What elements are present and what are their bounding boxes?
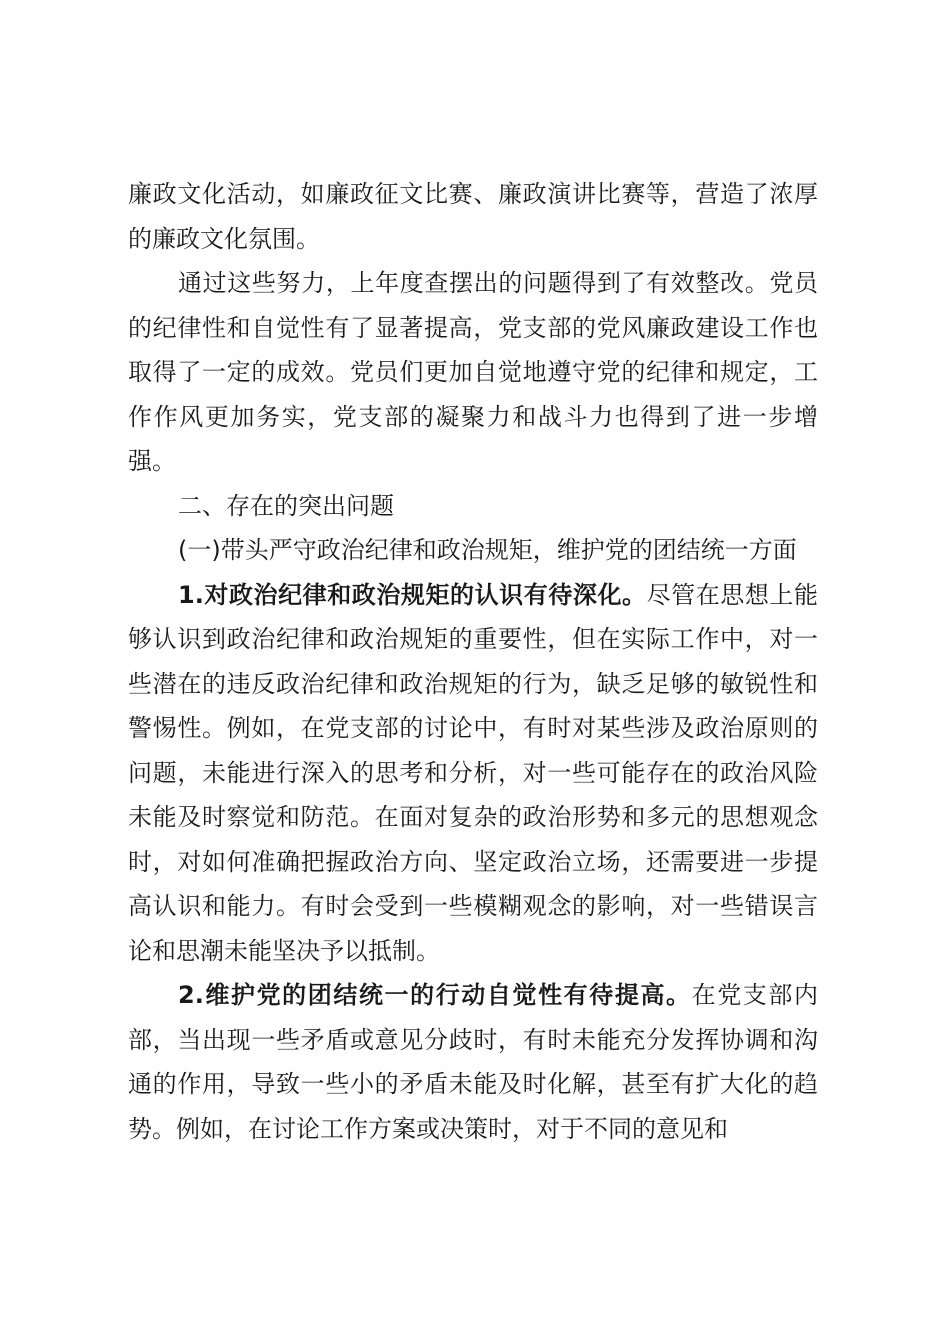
document-body bbox=[128, 172, 818, 1151]
paragraph-text: 在党支部内部，当出现一些矛盾或意见分歧时，有时未能充分发挥协调和沟通的作用，导致一些小的矛盾未能及时化解，甚至有扩大化的趋势。例如，在讨论工作方案或决策时，对于不同的意见和 bbox=[128, 981, 818, 1143]
paragraph-point-2 bbox=[128, 973, 818, 1151]
paragraph-text: 廉政文化活动，如廉政征文比赛、廉政演讲比赛等，营造了浓厚的廉政文化氛围。 bbox=[128, 180, 818, 253]
subsection-heading bbox=[128, 528, 818, 573]
subsection-heading-text: (一)带头严守政治纪律和政治规矩，维护党的团结统一方面 bbox=[178, 536, 797, 564]
paragraph-text: 通过这些努力，上年度查摆出的问题得到了有效整改。党员的纪律性和自觉性有了显著提高，党支部的党风廉政建设工作也取得了一定的成效。党员们更加自觉地遵守党的纪律和规定，工作作风更加务实，党支部的凝聚力和战斗力也得到了进一步增强。 bbox=[128, 269, 818, 475]
paragraph-lead-bold: 1.对政治纪律和政治规矩的认识有待深化。 bbox=[178, 580, 647, 609]
paragraph-text: 尽管在思想上能够认识到政治纪律和政治规矩的重要性，但在实际工作中，对一些潜在的违反政治纪律和政治规矩的行为，缺乏足够的敏锐性和警惕性。例如，在党支部的讨论中，有时对某些涉及政治原则的问题，未能进行深入的思考和分析，对一些可能存在的政治风险未能及时察觉和防范。在面对复杂的政治形势和多元的思想观念时，对如何准确把握政治方向、坚定政治立场，还需要进一步提高认识和能力。有时会受到一些模糊观念的影响，对一些错误言论和思潮未能坚决予以抵制。 bbox=[128, 580, 818, 965]
section-heading bbox=[128, 484, 818, 529]
paragraph-summary bbox=[128, 261, 818, 484]
paragraph-lead-bold: 2.维护党的团结统一的行动自觉性有待提高。 bbox=[178, 981, 692, 1009]
paragraph-continuation bbox=[128, 172, 818, 261]
section-heading-text: 二、存在的突出问题 bbox=[178, 491, 394, 520]
paragraph-point-1 bbox=[128, 573, 818, 974]
